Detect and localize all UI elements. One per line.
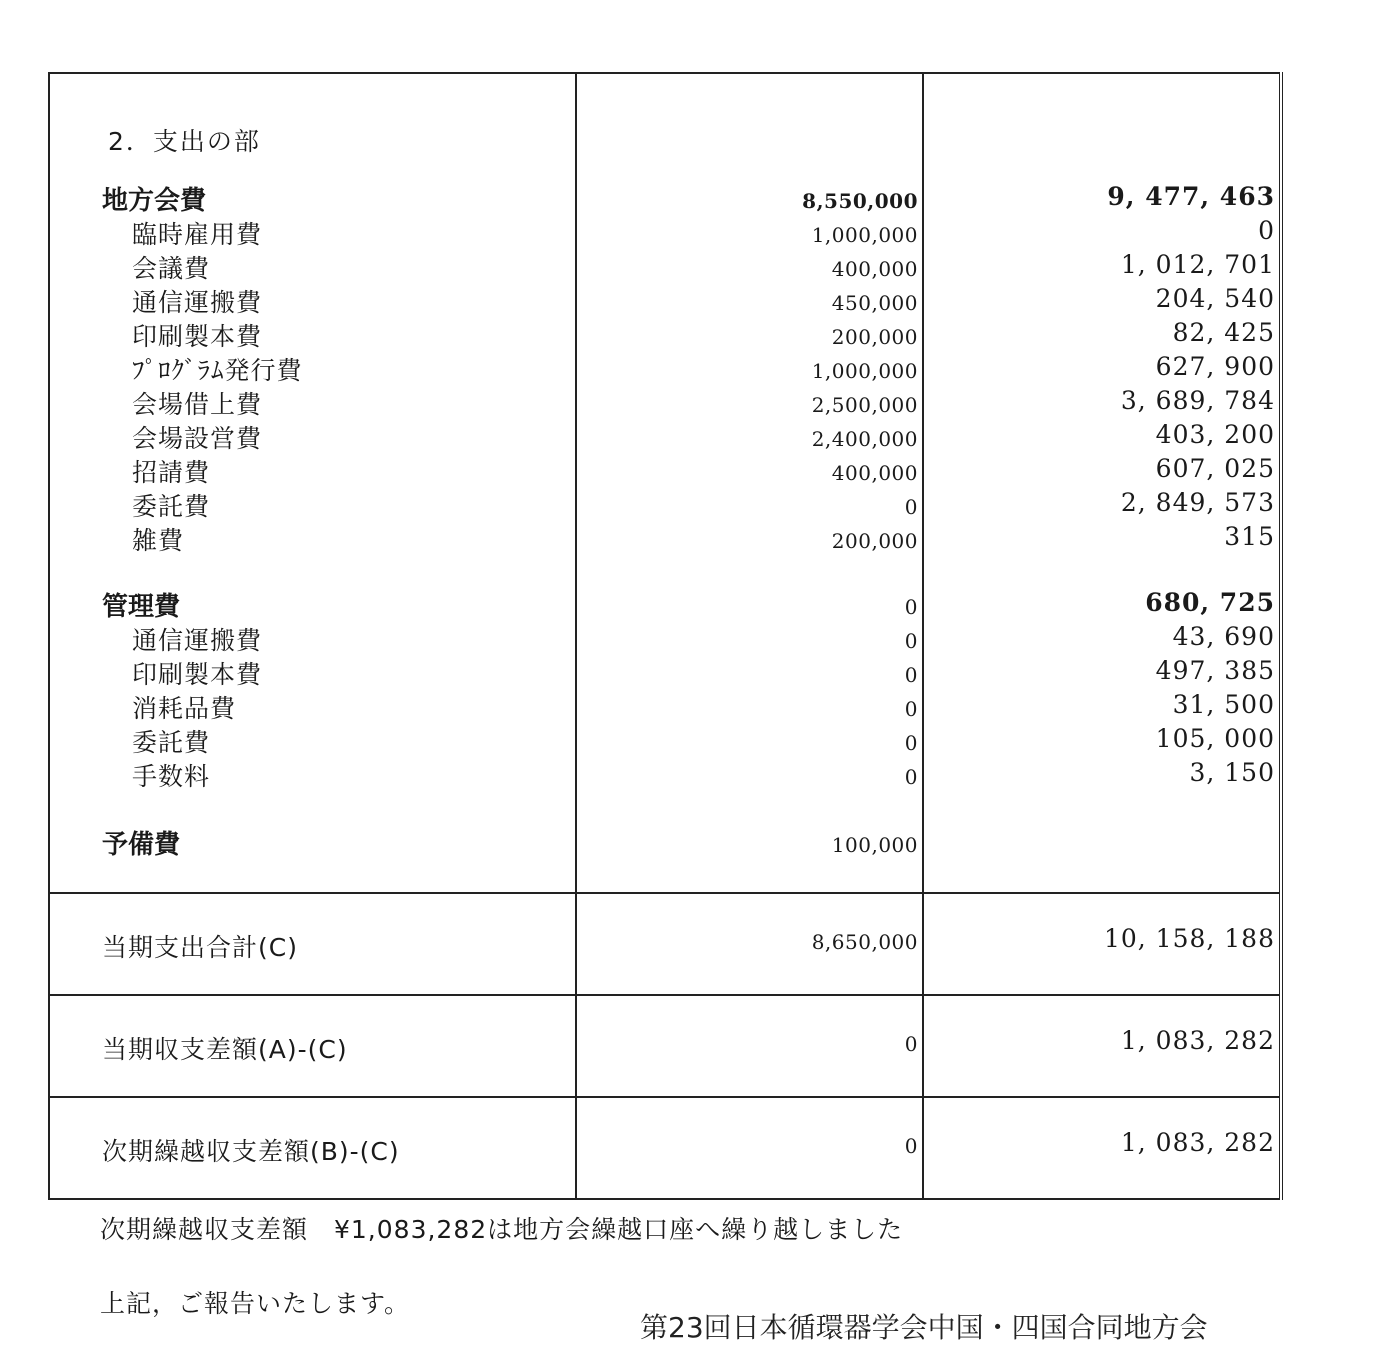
item-actual: 607, 025 [1155,454,1275,483]
item-actual: 31, 500 [1172,690,1275,719]
item-budget: 0 [904,697,918,721]
item-budget: 200,000 [831,529,918,553]
group-actual: 680, 725 [1145,588,1275,617]
item-label: ﾌﾟﾛｸﾞﾗﾑ発行費 [132,356,303,385]
summary-budget: 0 [904,1032,918,1056]
label-column [49,73,576,893]
actual-column [923,73,1281,893]
item-actual: 0 [1258,216,1275,245]
budget-column [576,73,923,893]
group-budget: 8,550,000 [802,189,918,213]
summary-budget: 8,650,000 [811,930,918,954]
item-actual: 105, 000 [1155,724,1275,753]
item-label: 臨時雇用費 [132,220,263,249]
item-budget: 1,000,000 [811,223,918,247]
item-budget: 1,000,000 [811,359,918,383]
group-label: 地方会費 [102,186,207,216]
item-budget: 200,000 [831,325,918,349]
summary-label: 当期支出合計(C) [102,933,298,962]
item-actual: 1, 012, 701 [1120,250,1275,279]
expense-detail-row [49,73,1281,893]
summary-actual: 1, 083, 282 [1120,1128,1275,1157]
summary-budget: 0 [904,1134,918,1158]
summary-row-carryover [49,1097,1281,1199]
summary-label: 次期繰越収支差額(B)-(C) [102,1137,400,1166]
item-budget: 450,000 [831,291,918,315]
item-label: 消耗品費 [132,694,237,723]
summary-actual: 1, 083, 282 [1120,1026,1275,1055]
section-title: 2．支出の部 [108,127,261,156]
item-label: 印刷製本費 [132,322,263,351]
carry-over-note: 次期繰越収支差額 ¥1,083,282は地方会繰越口座へ繰り越しました [100,1215,904,1244]
reserve-label: 予備費 [102,830,181,860]
item-budget: 0 [904,765,918,789]
item-budget: 0 [904,495,918,519]
item-budget: 400,000 [831,461,918,485]
item-label: 会議費 [132,254,211,283]
summary-row-total [49,893,1281,995]
item-actual: 627, 900 [1155,352,1275,381]
report-note: 上記，ご報告いたします。 [100,1289,411,1318]
summary-row-balance [49,995,1281,1097]
group-label: 管理費 [102,592,181,622]
item-label: 招請費 [132,458,211,487]
item-actual: 43, 690 [1172,622,1275,651]
expense-table [48,72,1283,1200]
summary-actual: 10, 158, 188 [1103,924,1275,953]
item-budget: 0 [904,629,918,653]
item-actual: 403, 200 [1155,420,1275,449]
item-label: 委託費 [132,728,211,757]
item-budget: 400,000 [831,257,918,281]
item-actual: 3, 689, 784 [1120,386,1275,415]
item-budget: 2,400,000 [811,427,918,451]
item-budget: 0 [904,731,918,755]
item-label: 通信運搬費 [132,626,263,655]
item-actual: 82, 425 [1172,318,1275,347]
item-label: 通信運搬費 [132,288,263,317]
item-label: 委託費 [132,492,211,521]
item-actual: 497, 385 [1155,656,1275,685]
reserve-budget: 100,000 [831,833,918,857]
item-label: 雑費 [132,526,185,555]
item-label: 手数料 [132,762,211,791]
item-label: 会場設営費 [132,424,263,453]
item-label: 印刷製本費 [132,660,263,689]
footer-organization: 第23回日本循環器学会中国・四国合同地方会 [640,1311,1208,1344]
item-budget: 2,500,000 [811,393,918,417]
item-actual: 2, 849, 573 [1120,488,1275,517]
group-actual: 9, 477, 463 [1107,182,1275,211]
item-actual: 3, 150 [1189,758,1275,787]
item-budget: 0 [904,663,918,687]
group-budget: 0 [904,595,918,619]
item-actual: 315 [1224,522,1275,551]
item-actual: 204, 540 [1155,284,1275,313]
item-label: 会場借上費 [132,390,263,419]
summary-label: 当期収支差額(A)-(C) [102,1035,348,1064]
